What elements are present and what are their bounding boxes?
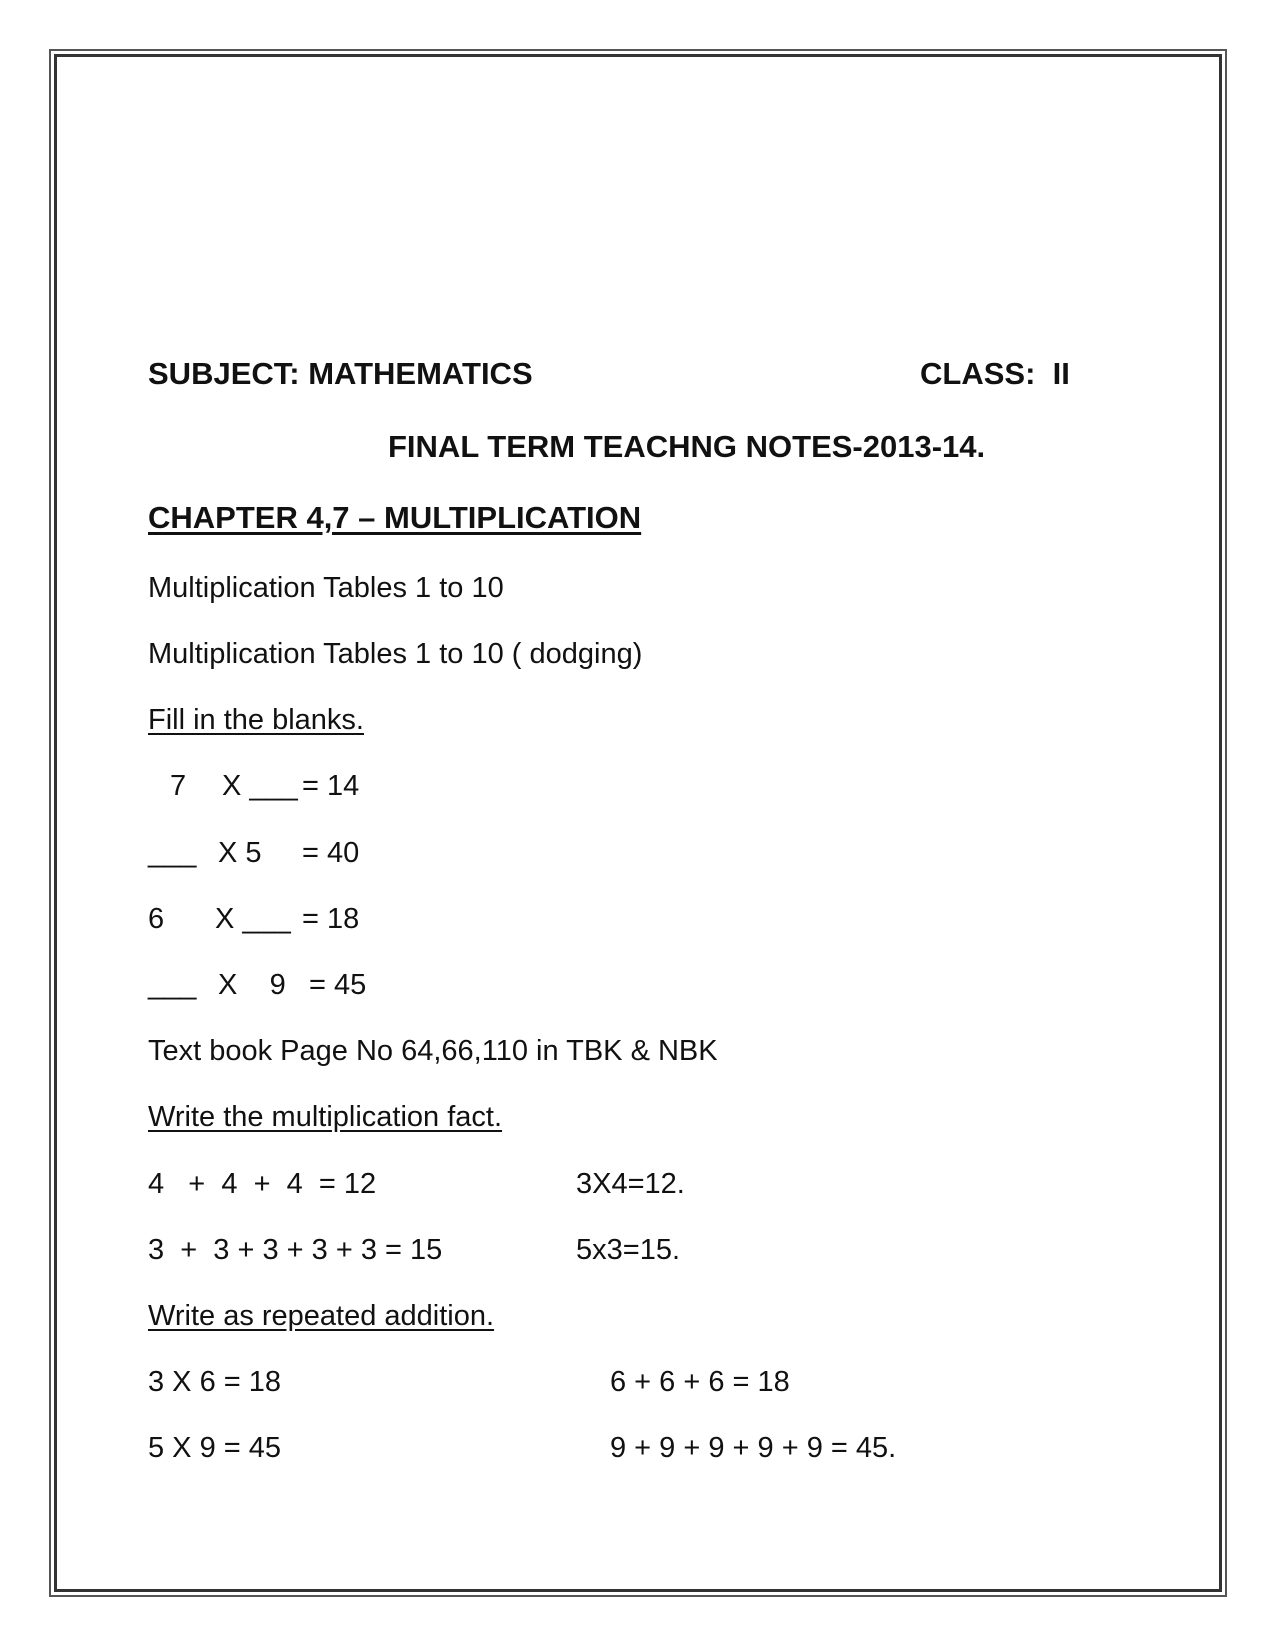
- subject-label: SUBJECT: MATHEMATICS: [148, 356, 533, 391]
- fill-blank-2-b: = 40: [302, 837, 360, 869]
- fill-blank-4-a: ___: [148, 969, 197, 1001]
- chapter-line-1: Multiplication Tables 1 to 10: [148, 572, 504, 604]
- fill-blank-2-op: X 5: [218, 837, 262, 869]
- mult-fact-1-left: 4 + 4 + 4 = 12: [148, 1168, 377, 1200]
- mult-fact-heading: Write the multiplication fact.: [148, 1101, 503, 1133]
- repeated-addition-heading: Write as repeated addition.: [148, 1300, 495, 1332]
- chapter-heading: CHAPTER 4,7 – MULTIPLICATION: [148, 500, 642, 535]
- fill-blanks-heading: Fill in the blanks.: [148, 704, 364, 736]
- page-border-inner: [54, 54, 1222, 1592]
- class-label: CLASS: II: [920, 356, 1070, 391]
- fill-blank-3-a: 6: [148, 903, 165, 935]
- mult-fact-2-left: 3 + 3 + 3 + 3 + 3 = 15: [148, 1234, 443, 1266]
- fill-blank-1-b: = 14: [302, 770, 360, 802]
- fill-blank-4-b: = 45: [309, 969, 367, 1001]
- repeated-addition-2-right: 9 + 9 + 9 + 9 + 9 = 45.: [610, 1432, 897, 1464]
- chapter-line-2: Multiplication Tables 1 to 10 ( dodging): [148, 638, 643, 670]
- fill-blank-3-op: X ___: [215, 903, 291, 935]
- fill-blank-2-a: ___: [148, 837, 197, 869]
- document-title: FINAL TERM TEACHNG NOTES-2013-14.: [388, 429, 986, 464]
- fill-blank-1-a: 7: [170, 770, 187, 802]
- fill-blank-1-op: X ___: [222, 770, 298, 802]
- mult-fact-1-right: 3X4=12.: [576, 1168, 685, 1200]
- fill-blank-3-b: = 18: [302, 903, 360, 935]
- fill-blank-4-op: X 9: [218, 969, 286, 1001]
- repeated-addition-1-right: 6 + 6 + 6 = 18: [610, 1366, 790, 1398]
- mult-fact-2-right: 5x3=15.: [576, 1234, 681, 1266]
- textbook-reference: Text book Page No 64,66,110 in TBK & NBK: [148, 1035, 718, 1067]
- repeated-addition-1-left: 3 X 6 = 18: [148, 1366, 282, 1398]
- repeated-addition-2-left: 5 X 9 = 45: [148, 1432, 282, 1464]
